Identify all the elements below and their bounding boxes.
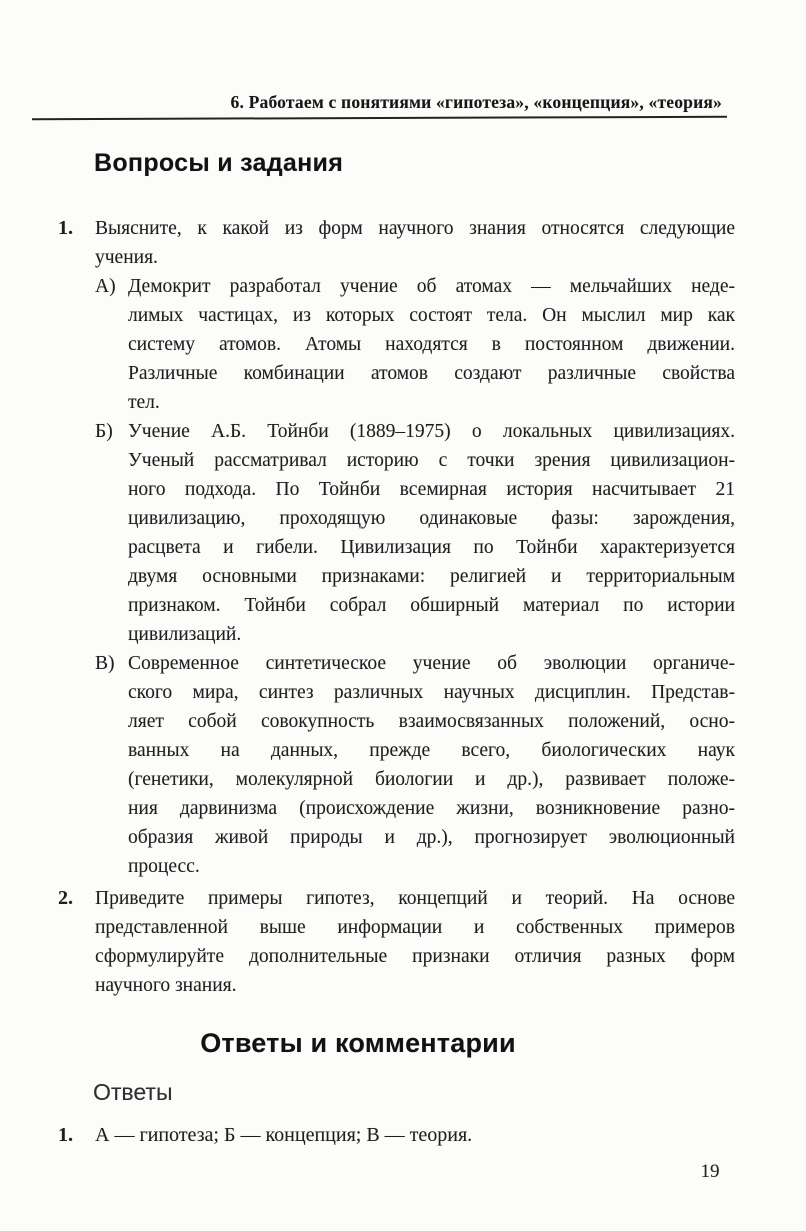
text-line: Выясните, к какой из форм научного знания относятся следующие	[95, 218, 735, 239]
subitem-v	[95, 649, 735, 881]
text-line: учения.	[95, 247, 158, 268]
questions-heading: Вопросы и задания	[94, 149, 344, 177]
running-head: 6. Работаем с понятиями «гипотеза», «концепция», «теория»	[230, 92, 722, 112]
subitem-v-text	[128, 649, 735, 881]
subitem-b	[95, 417, 735, 649]
header-rule	[32, 116, 727, 121]
text-line: Современное синтетическое учение об эволюции органиче-	[128, 653, 735, 674]
text-line: представленной выше информации и собственных примеров	[95, 917, 735, 938]
text-line: двумя основными признаками: религией и территориальным	[128, 566, 735, 587]
text-line: Ученый рассматривал историю с точки зрения цивилизацион-	[128, 450, 735, 471]
text-line: Приведите примеры гипотез, концепций и теорий. На основе	[95, 888, 735, 909]
question-2	[58, 884, 735, 1000]
text-line: Различные комбинации атомов создают различные свойства	[128, 363, 735, 384]
text-line: тел.	[128, 392, 160, 413]
answers-subheading: Ответы	[93, 1079, 173, 1105]
text-line: ляет собой совокупность взаимосвязанных положений, осно-	[128, 711, 735, 732]
question-1-text	[95, 214, 735, 272]
subitem-b-label: Б)	[95, 421, 113, 442]
text-line: Учение А.Б. Тойнби (1889–1975) о локальных цивилизациях.	[128, 421, 735, 442]
subitem-a-label: А)	[95, 276, 116, 297]
answers-heading: Ответы и комментарии	[200, 1028, 516, 1058]
text-line: расцвета и гибели. Цивилизация по Тойнби характеризуется	[128, 537, 735, 558]
text-line: цивилизаций.	[128, 624, 242, 645]
question-2-number: 2.	[58, 887, 73, 909]
page-number: 19	[700, 1161, 720, 1182]
questions-section	[58, 214, 735, 1000]
question-1-body	[95, 214, 735, 881]
text-line: процесс.	[128, 856, 200, 877]
text-line: ния дарвинизма (происхождение жизни, возникновение разно-	[128, 798, 735, 819]
text-line: систему атомов. Атомы находятся в постоянном движении.	[128, 334, 735, 355]
text-line: ного подхода. По Тойнби всемирная история насчитывает 21	[128, 479, 735, 500]
question-1-number: 1.	[58, 217, 73, 239]
text-line: (генетики, молекулярной биологии и др.), развивает положе-	[128, 769, 735, 790]
question-2-text	[95, 884, 735, 1000]
text-line: ванных на данных, прежде всего, биологических наук	[128, 740, 735, 761]
text-line: ского мира, синтез различных научных дисциплин. Представ-	[128, 682, 735, 703]
answer-1-number: 1.	[58, 1124, 73, 1146]
text-line: сформулируйте дополнительные признаки отличия разных форм	[95, 946, 735, 967]
subitem-b-text	[128, 417, 735, 649]
text-line: Демокрит разработал учение об атомах — мельчайших неде-	[128, 276, 735, 297]
answer-1	[58, 1121, 735, 1150]
subitem-a-text	[128, 272, 735, 417]
text-line: научного знания.	[95, 975, 237, 996]
text-line: признаком. Тойнби собрал обширный материал по истории	[128, 595, 735, 616]
subitem-a	[95, 272, 735, 417]
subitem-v-label: В)	[95, 653, 115, 674]
text-line: образия живой природы и др.), прогнозирует эволюционный	[128, 827, 735, 848]
answer-1-text: А — гипотеза; Б — концепция; В — теория.	[95, 1124, 473, 1146]
text-line: лимых частицах, из которых состоят тела. Он мыслил мир как	[128, 305, 735, 326]
text-line: цивилизацию, проходящую одинаковые фазы: зарождения,	[128, 508, 735, 529]
question-1	[58, 214, 735, 881]
